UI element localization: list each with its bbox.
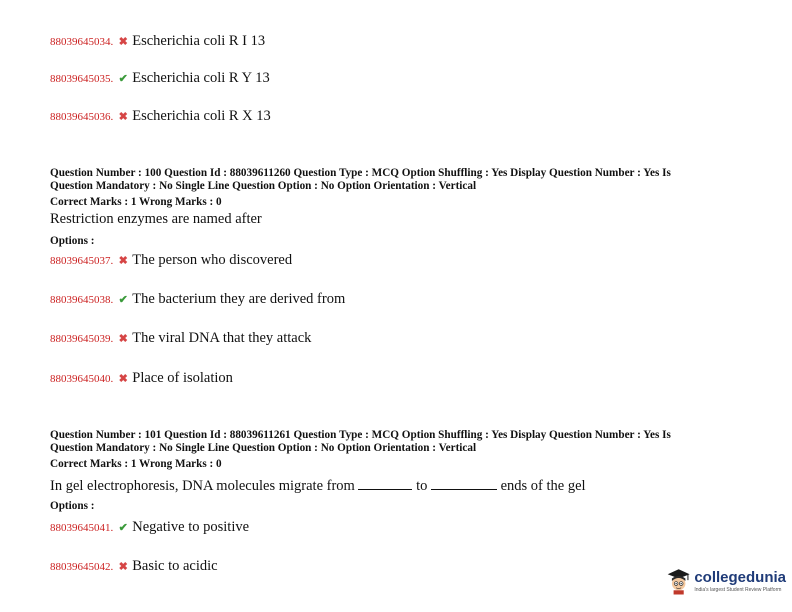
option-id: 88039645042.: [50, 561, 114, 573]
option-text: Escherichia coli R I 13: [132, 33, 266, 49]
option-row: [50, 108, 271, 125]
question-101-meta: [50, 429, 730, 454]
question-text-part: ends of the gel: [500, 478, 586, 494]
cross-mark-icon: ✖: [118, 333, 128, 345]
option-text: Basic to acidic: [132, 558, 218, 574]
collegedunia-logo: [666, 561, 786, 601]
answer-blank: [431, 488, 497, 490]
question-meta-line: Question Mandatory : No Single Line Question Option : No Option Orientation : Vertical: [50, 441, 477, 454]
option-row: [50, 33, 265, 50]
question-meta-line: Question Mandatory : No Single Line Question Option : No Option Orientation : Vertical: [50, 179, 477, 192]
option-text: The bacterium they are derived from: [132, 291, 346, 307]
cross-mark-icon: ✖: [118, 255, 128, 267]
option-id: 88039645039.: [50, 333, 114, 345]
cross-mark-icon: ✖: [118, 561, 128, 573]
option-text: Negative to positive: [132, 519, 250, 535]
question-101-marks: Correct Marks : 1 Wrong Marks : 0: [50, 458, 222, 470]
option-row: [50, 558, 218, 575]
option-row: [50, 370, 233, 387]
option-row: [50, 70, 270, 87]
option-id: 88039645040.: [50, 373, 114, 385]
option-row: [50, 291, 345, 308]
option-id: 88039645041.: [50, 522, 114, 534]
option-text: Place of isolation: [132, 370, 233, 386]
option-text: Escherichia coli R Y 13: [132, 70, 270, 86]
option-id: 88039645038.: [50, 294, 114, 306]
logo-wordmark: collegedunia: [694, 568, 786, 586]
option-text: The person who discovered: [132, 252, 293, 268]
question-100-marks: Correct Marks : 1 Wrong Marks : 0: [50, 196, 222, 208]
question-100-meta: [50, 167, 730, 192]
answer-blank: [358, 488, 412, 490]
option-id: 88039645034.: [50, 36, 114, 48]
question-meta-line: Question Number : 100 Question Id : 88039611260 Question Type : MCQ Option Shuffling : Yes Display Question Number : Yes Is: [50, 167, 671, 179]
cross-mark-icon: ✖: [118, 373, 128, 385]
option-id: 88039645037.: [50, 255, 114, 267]
option-row: [50, 519, 249, 536]
question-100-text: Restriction enzymes are named after: [50, 211, 262, 227]
option-text: Escherichia coli R X 13: [132, 108, 271, 124]
question-text-part: to: [416, 478, 428, 494]
option-id: 88039645036.: [50, 111, 114, 123]
option-row: [50, 330, 311, 347]
check-mark-icon: ✔: [118, 73, 128, 85]
options-label: Options :: [50, 500, 95, 512]
option-row: [50, 252, 292, 269]
check-mark-icon: ✔: [118, 522, 128, 534]
check-mark-icon: ✔: [118, 294, 128, 306]
logo-tagline: India's largest Student Review Platform: [694, 586, 782, 593]
cross-mark-icon: ✖: [118, 111, 128, 123]
options-label: Options :: [50, 235, 95, 247]
graduate-mascot-icon: [666, 565, 691, 597]
option-id: 88039645035.: [50, 73, 114, 85]
question-text-part: In gel electrophoresis, DNA molecules migrate from: [50, 478, 355, 494]
option-text: The viral DNA that they attack: [132, 330, 312, 346]
cross-mark-icon: ✖: [118, 36, 128, 48]
question-101-text: [50, 478, 586, 495]
question-meta-line: Question Number : 101 Question Id : 88039611261 Question Type : MCQ Option Shuffling : Yes Display Question Number : Yes Is: [50, 429, 671, 441]
